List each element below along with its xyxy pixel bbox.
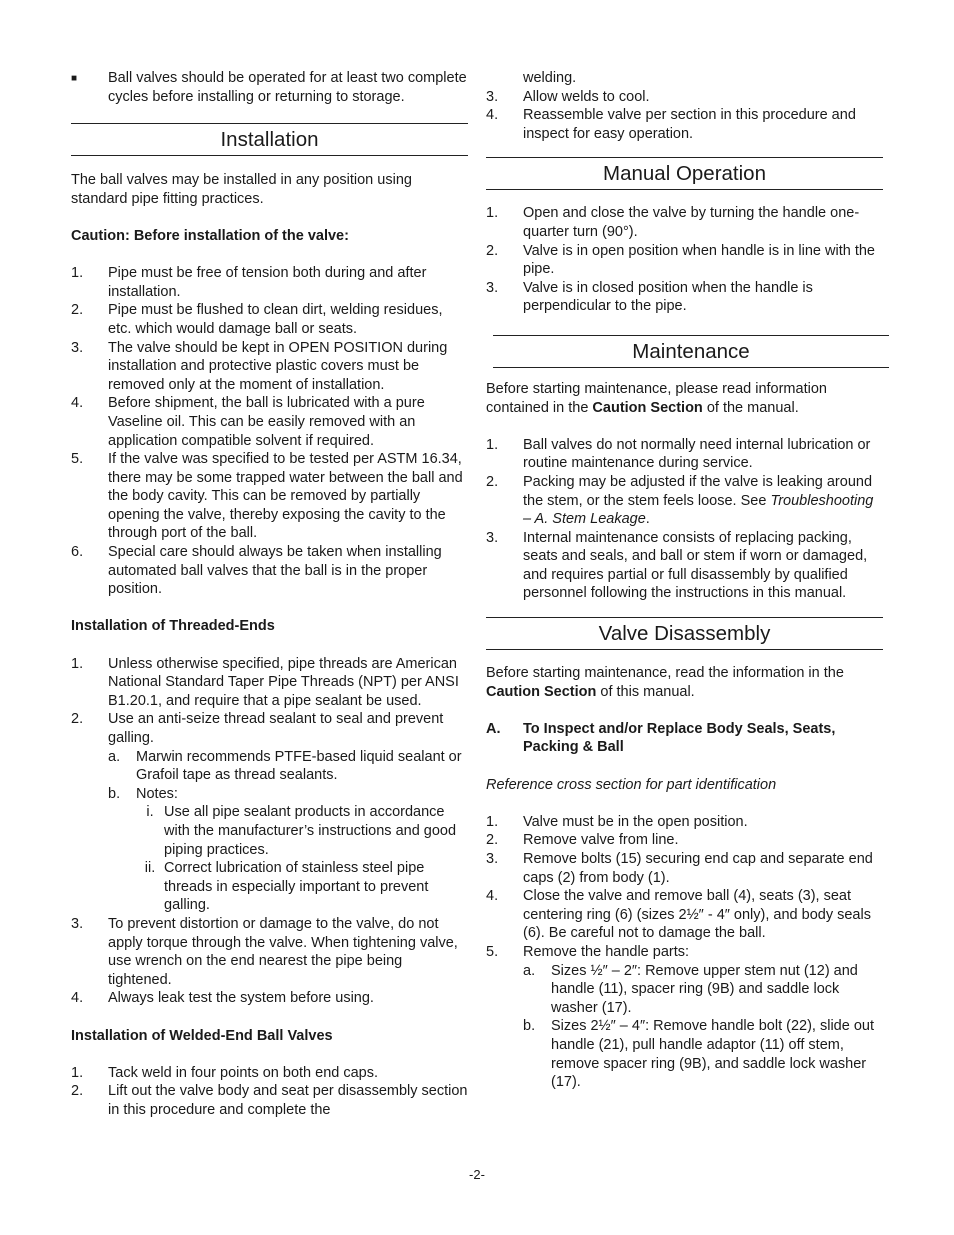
list-item: 2. Use an anti-seize thread sealant to seal and prevent galling. <box>71 711 444 746</box>
subsection-a: A. To Inspect and/or Replace Body Seals, Seats, Packing & Ball <box>486 720 836 756</box>
maintenance-list <box>486 436 883 603</box>
list-item-continuation: welding. <box>523 70 577 86</box>
list-item: 1. Pipe must be free of tension both during and after installation. <box>71 265 427 300</box>
caution-section-ref: Caution Section <box>592 399 703 416</box>
list-item: 3. Allow welds to cool. <box>486 88 650 105</box>
sub-list-item: a. Marwin recommends PTFE-based liquid sealant or Grafoil tape as thread sealants. <box>108 748 462 784</box>
list-item: 6. Special care should always be taken when installing automated ball valves that the ball is in the proper position. <box>71 544 442 598</box>
manual-operation-list <box>486 204 883 316</box>
sub-list-item: b. Sizes 2½″ – 4″: Remove handle bolt (22), slide out handle (21), pull handle adaptor (11) off stem, remove spacer ring (9B), and saddle lock washer (17). <box>523 1018 875 1091</box>
reference-note: Reference cross section for part identification <box>486 776 777 793</box>
valve-disassembly-heading: Valve Disassembly <box>486 617 883 650</box>
list-item: 2. Pipe must be flushed to clean dirt, welding residues, etc. which would damage ball or seats. <box>71 302 443 337</box>
caution-section-ref: Caution Section <box>486 683 597 700</box>
installation-list <box>71 264 468 599</box>
list-item: 3. To prevent distortion or damage to the valve, do not apply torque through the valve. When tightening valve, use wrench on the end nearest the pipe being tightened. <box>71 915 458 988</box>
disassembly-list <box>486 813 883 1092</box>
list-item: 1. Tack weld in four points on both end caps. <box>71 1064 379 1081</box>
sub-list-item: a. Sizes ½″ – 2″: Remove upper stem nut (12) and handle (11), spacer ring (9B) and saddle lock washer (17). <box>523 962 858 1016</box>
welded-end-heading: Installation of Welded-End Ball Valves <box>71 1027 333 1044</box>
installation-caution: Caution: Before installation of the valve: <box>71 227 349 244</box>
list-item: 3. Remove bolts (15) securing end cap and separate end caps (2) from body (1). <box>486 851 873 886</box>
list-item: 4. Always leak test the system before using. <box>71 990 374 1007</box>
maintenance-heading: Maintenance <box>493 335 889 368</box>
manual-operation-heading: Manual Operation <box>486 157 883 190</box>
list-item: 3. The valve should be kept in OPEN POSITION during installation and protective plastic covers must be removed only at the moment of installation. <box>71 339 448 393</box>
sub-sub-list-item: i. Use all pipe sealant products in accordance with the manufacturer’s instructions and good piping practices. <box>146 804 457 858</box>
bullet-text: Ball valves should be operated for at least two complete cycles before installing or returning to storage. <box>108 70 467 105</box>
list-item: 2. Lift out the valve body and seat per disassembly section in this procedure and complete the <box>71 1083 468 1118</box>
list-item: 1. Valve must be in the open position. <box>486 813 748 830</box>
list-item: 1. Ball valves do not normally need internal lubrication or routine maintenance during service. <box>486 436 871 472</box>
list-item: 2. Valve is in open position when handle is in line with the pipe. <box>486 242 875 278</box>
square-bullet-icon: ■ <box>71 73 78 84</box>
disassembly-intro: Before starting maintenance, read the information in the Caution Section of this manual. <box>486 665 844 700</box>
list-item: 4. Before shipment, the ball is lubricated with a pure Vaseline oil. This can be easily removed with an application compatible solvent if required. <box>71 395 425 449</box>
threaded-list <box>71 655 468 1008</box>
list-item: 4. Reassemble valve per section in this procedure and inspect for easy operation. <box>486 107 856 142</box>
list-item: 3. Valve is in closed position when the handle is perpendicular to the pipe. <box>486 279 813 315</box>
installation-heading: Installation <box>71 123 468 156</box>
bullet-item <box>71 69 468 106</box>
left-column <box>71 69 468 1119</box>
sub-sub-list-item: ii. Correct lubrication of stainless steel pipe threads in especially important to prevent galling. <box>144 860 429 914</box>
troubleshooting-ref: Troubleshooting – A. Stem Leakage <box>523 492 874 528</box>
list-item: 2. Packing may be adjusted if the valve is leaking around the stem, or the stem feels loose. See Troubleshooting – A. Stem Leakage. <box>486 473 874 528</box>
right-column <box>486 69 883 1092</box>
list-item: 2. Remove valve from line. <box>486 832 679 849</box>
list-item: 5. If the valve was specified to be tested per ASTM 16.34, there may be some trapped water between the ball and the body cavity. This can be removed by partially opening the valve, thereby exposing the cavity to the through port of the ball. <box>71 451 463 542</box>
welded-list <box>71 1064 468 1120</box>
maintenance-intro: Before starting maintenance, please read information contained in the Caution Section of the manual. <box>486 380 827 416</box>
list-item: 3. Internal maintenance consists of replacing packing, seats and seals, and ball or stem if worn or damaged, and requires partial or full disassembly by qualified personnel following the instructions in this manual. <box>486 529 868 602</box>
installation-intro: The ball valves may be installed in any position using standard pipe fitting practices. <box>71 172 412 207</box>
list-item: 1. Open and close the valve by turning the handle one-quarter turn (90°). <box>486 205 860 240</box>
list-item: 5. Remove the handle parts: <box>486 943 690 960</box>
list-item: 4. Close the valve and remove ball (4), seats (3), seat centering ring (6) (sizes 2½″ - 4″ only), and body seals (6). Be careful not to damage the ball. <box>486 888 871 942</box>
page-number: -2- <box>469 1167 485 1182</box>
sub-list-item: b. Notes: <box>108 785 178 802</box>
threaded-ends-heading: Installation of Threaded-Ends <box>71 618 275 635</box>
list-item: 1. Unless otherwise specified, pipe threads are American National Standard Taper Pipe Threads (NPT) per ANSI B1.20.1, and require that a pipe sealant be used. <box>71 655 459 709</box>
